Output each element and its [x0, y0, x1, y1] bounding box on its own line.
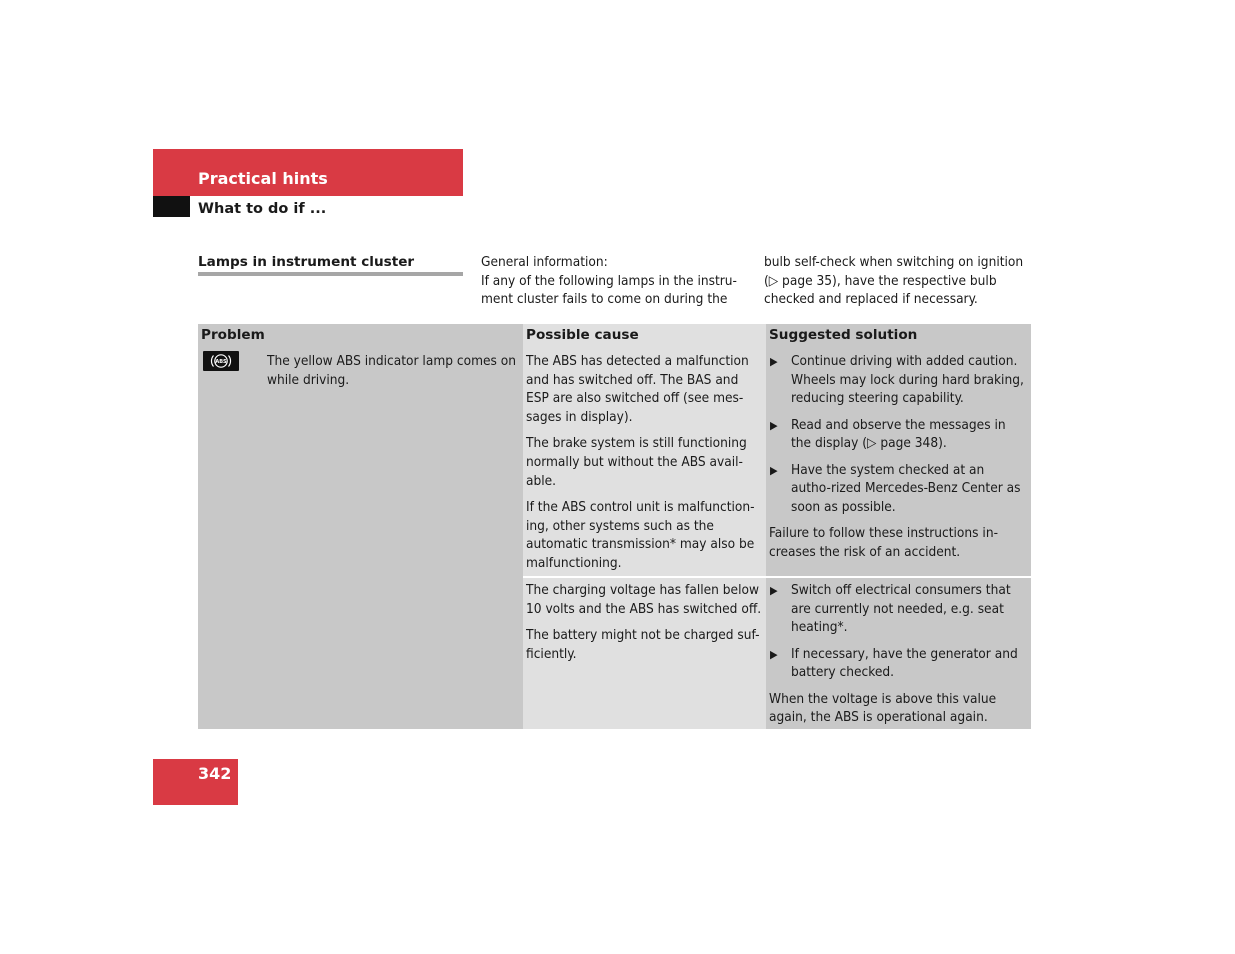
- solution-cell-1: [766, 348, 1031, 576]
- intro-text-column-1: General information: If any of the following lamps in the instru- ment cluster fails to come on during the: [481, 254, 737, 308]
- header-suggested-solution: Suggested solution: [766, 324, 1031, 348]
- solution-bullet-text: Read and observe the messages in the display (▷ page 348).: [791, 416, 1006, 452]
- cause-paragraph: The battery might not be charged suf-ficiently.: [526, 626, 760, 662]
- abs-warning-icon: [203, 351, 239, 371]
- solution-bullet: [769, 352, 1028, 408]
- cause-paragraph: If the ABS control unit is malfunction-ing, other systems such as the automatic transmission* may also be malfunctioning.: [526, 498, 755, 572]
- solution-note: Failure to follow these instructions in-creases the risk of an accident.: [769, 525, 998, 560]
- bullet-triangle-icon: ▶: [770, 647, 778, 661]
- solution-note: When the voltage is above this value again, the ABS is operational again.: [769, 690, 997, 726]
- svg-text:ABS: ABS: [215, 359, 227, 365]
- subsection-marker: [153, 196, 190, 217]
- solution-bullet-text: Have the system checked at an autho-rized Mercedes-Benz Center as soon as possible.: [791, 461, 1021, 515]
- solution-cell-2: [766, 578, 1031, 729]
- solution-bullet-text: Continue driving with added caution. Wheels may lock during hard braking, reducing steering capability.: [791, 353, 1024, 407]
- solution-bullet: [769, 461, 1028, 517]
- solution-bullet: [769, 645, 1028, 682]
- bullet-triangle-icon: ▶: [770, 584, 778, 597]
- troubleshooting-table: [198, 324, 1031, 729]
- cause-paragraph: The brake system is still functioning normally but without the ABS avail-able.: [526, 435, 747, 489]
- header-problem: Problem: [198, 324, 523, 348]
- page-number: 342: [198, 764, 232, 783]
- problem-description: The yellow ABS indicator lamp comes on while driving.: [267, 353, 517, 388]
- bullet-triangle-icon: ▶: [770, 463, 778, 477]
- section-rule: [198, 272, 463, 276]
- header-possible-cause: Possible cause: [523, 324, 766, 348]
- bullet-triangle-icon: ▶: [770, 355, 778, 368]
- chapter-title: Practical hints: [198, 169, 328, 188]
- intro-text-column-2: bulb self-check when switching on ignition (▷ page 35), have the respective bulb checked and replaced if necessary.: [764, 254, 1024, 308]
- cause-paragraph: The ABS has detected a malfunction and has switched off. The BAS and ESP are also switched off (see mes-sages in display).: [526, 353, 749, 426]
- bullet-triangle-icon: ▶: [770, 418, 778, 432]
- section-heading: Lamps in instrument cluster: [198, 254, 415, 270]
- problem-cell: [198, 348, 523, 729]
- cause-cell-1: [523, 348, 766, 576]
- solution-bullet: [769, 416, 1028, 453]
- solution-bullet: [769, 581, 1028, 637]
- solution-bullet-text: If necessary, have the generator and battery checked.: [791, 645, 1018, 681]
- cause-cell-2: [523, 578, 766, 729]
- solution-bullet-text: Switch off electrical consumers that are currently not needed, e.g. seat heating*.: [791, 582, 1011, 636]
- subsection-title: What to do if ...: [198, 201, 327, 217]
- cause-paragraph: The charging voltage has fallen below 10 volts and the ABS has switched off.: [526, 582, 762, 617]
